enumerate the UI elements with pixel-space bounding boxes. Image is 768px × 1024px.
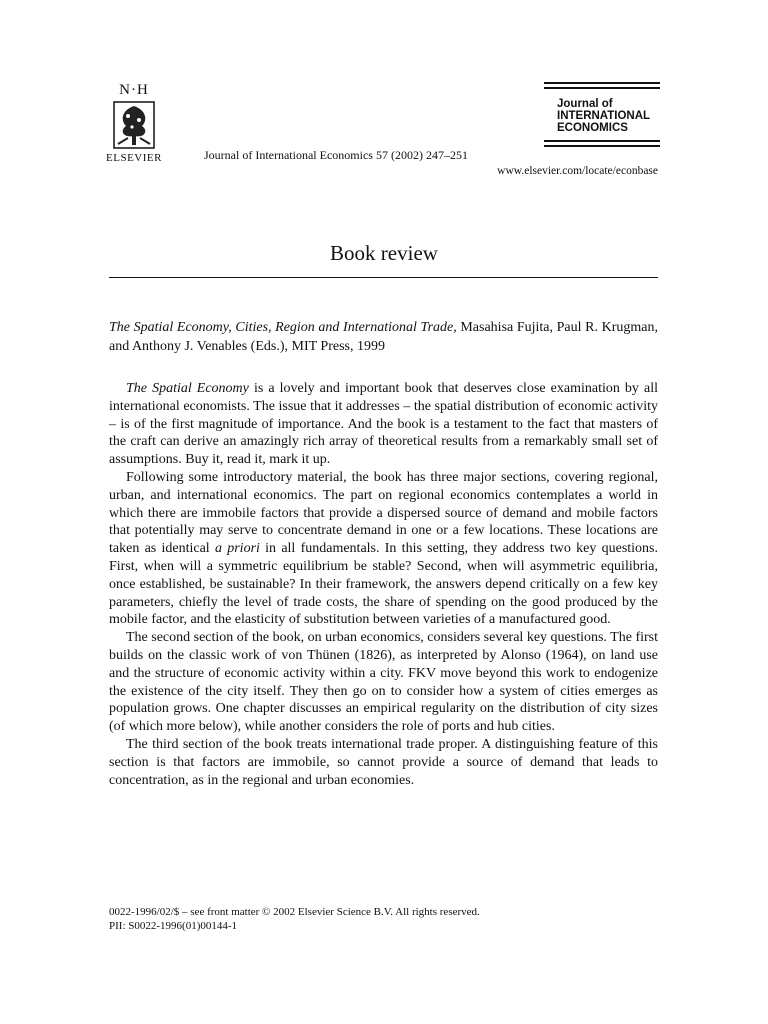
paragraph — [109, 380, 658, 469]
journal-logo-line: ECONOMICS — [557, 122, 628, 134]
book-reference — [109, 318, 658, 356]
section-title: Book review — [330, 241, 438, 265]
book-authors-publisher: , Masahisa Fujita, Paul R. Krugman, and Anthony J. Venables (Eds.), MIT Press, 1999 — [109, 320, 658, 354]
journal-logo — [544, 82, 660, 150]
book-title: The Spatial Economy, Cities, Region and International Trade — [109, 320, 454, 335]
tree-emblem-icon — [112, 100, 156, 150]
paragraph: The third section of the book treats international trade proper. A distinguishing feature of this section is that factors are immobile, so cannot provide a source of demand that leads to concentration, as in the regional and urban economies. — [109, 736, 658, 788]
paragraph-text: is a lovely and important book that deserves close examination by all international economists. The issue that it addresses – the spatial distribution of economic activity – is of the first magnitude of importance. And the book is a testament to the fact that masters of the craft can derive an amazingly rich array of theoretical results from a remarkably small set of assumptions. Buy it, read it, mark it up. — [109, 381, 658, 468]
italic-text: a priori — [214, 541, 260, 557]
italic-text: The Spatial Economy — [126, 381, 249, 396]
paragraph-text: Following some introductory material, the book has three major sections, covering regional, urban, and international economics. The part on regional economics contemplates a world in which there are immobile factors that provide a dispersed source of demand and mobile factors that potentially may serve to concentrate demand in one or a few locations. These locations are taken as identical — [109, 469, 658, 557]
footer — [109, 905, 480, 933]
logo-wordmark: ELSEVIER — [106, 152, 162, 164]
journal-logo-line: INTERNATIONAL — [557, 110, 651, 122]
paragraph-text: in all fundamentals. In this setting, they address two key questions. First, when will a symmetric equilibrium be stable? Second, when will asymmetric equilibria, once established, be sustainable? In their framework, the answers depend critically on a few key parameters, chiefly the level of trade costs, the share of spending on the good produced by the mobile factor, and the elasticity of substitution between varieties of a manufactured good. — [109, 541, 658, 628]
elsevier-logo — [104, 82, 164, 164]
title-divider — [109, 277, 658, 278]
journal-url[interactable]: www.elsevier.com/locate/econbase — [497, 165, 658, 177]
journal-citation: Journal of International Economics 57 (2002) 247–251 — [204, 148, 468, 162]
paragraph — [109, 469, 658, 629]
logo-initials: N·H — [119, 82, 149, 98]
pii-line: PII: S0022-1996(01)00144-1 — [109, 920, 238, 932]
review-body — [109, 380, 658, 789]
copyright-line: 0022-1996/02/$ – see front matter © 2002 Elsevier Science B.V. All rights reserved. — [109, 906, 480, 918]
paragraph: The second section of the book, on urban economics, considers several key questions. The first builds on the classic work of von Thünen (1826), as interpreted by Alonso (1964), on land use and the structure of economic activity within a city. FKV move beyond this work to endogenize the existence of the city itself. They then go on to consider how a system of cities emerges as population grows. One chapter discusses an empirical regularity on the distribution of city sizes (of which more below), while another considers the role of ports and hub cities. — [109, 630, 658, 735]
journal-logo-line: Journal of — [557, 98, 613, 110]
